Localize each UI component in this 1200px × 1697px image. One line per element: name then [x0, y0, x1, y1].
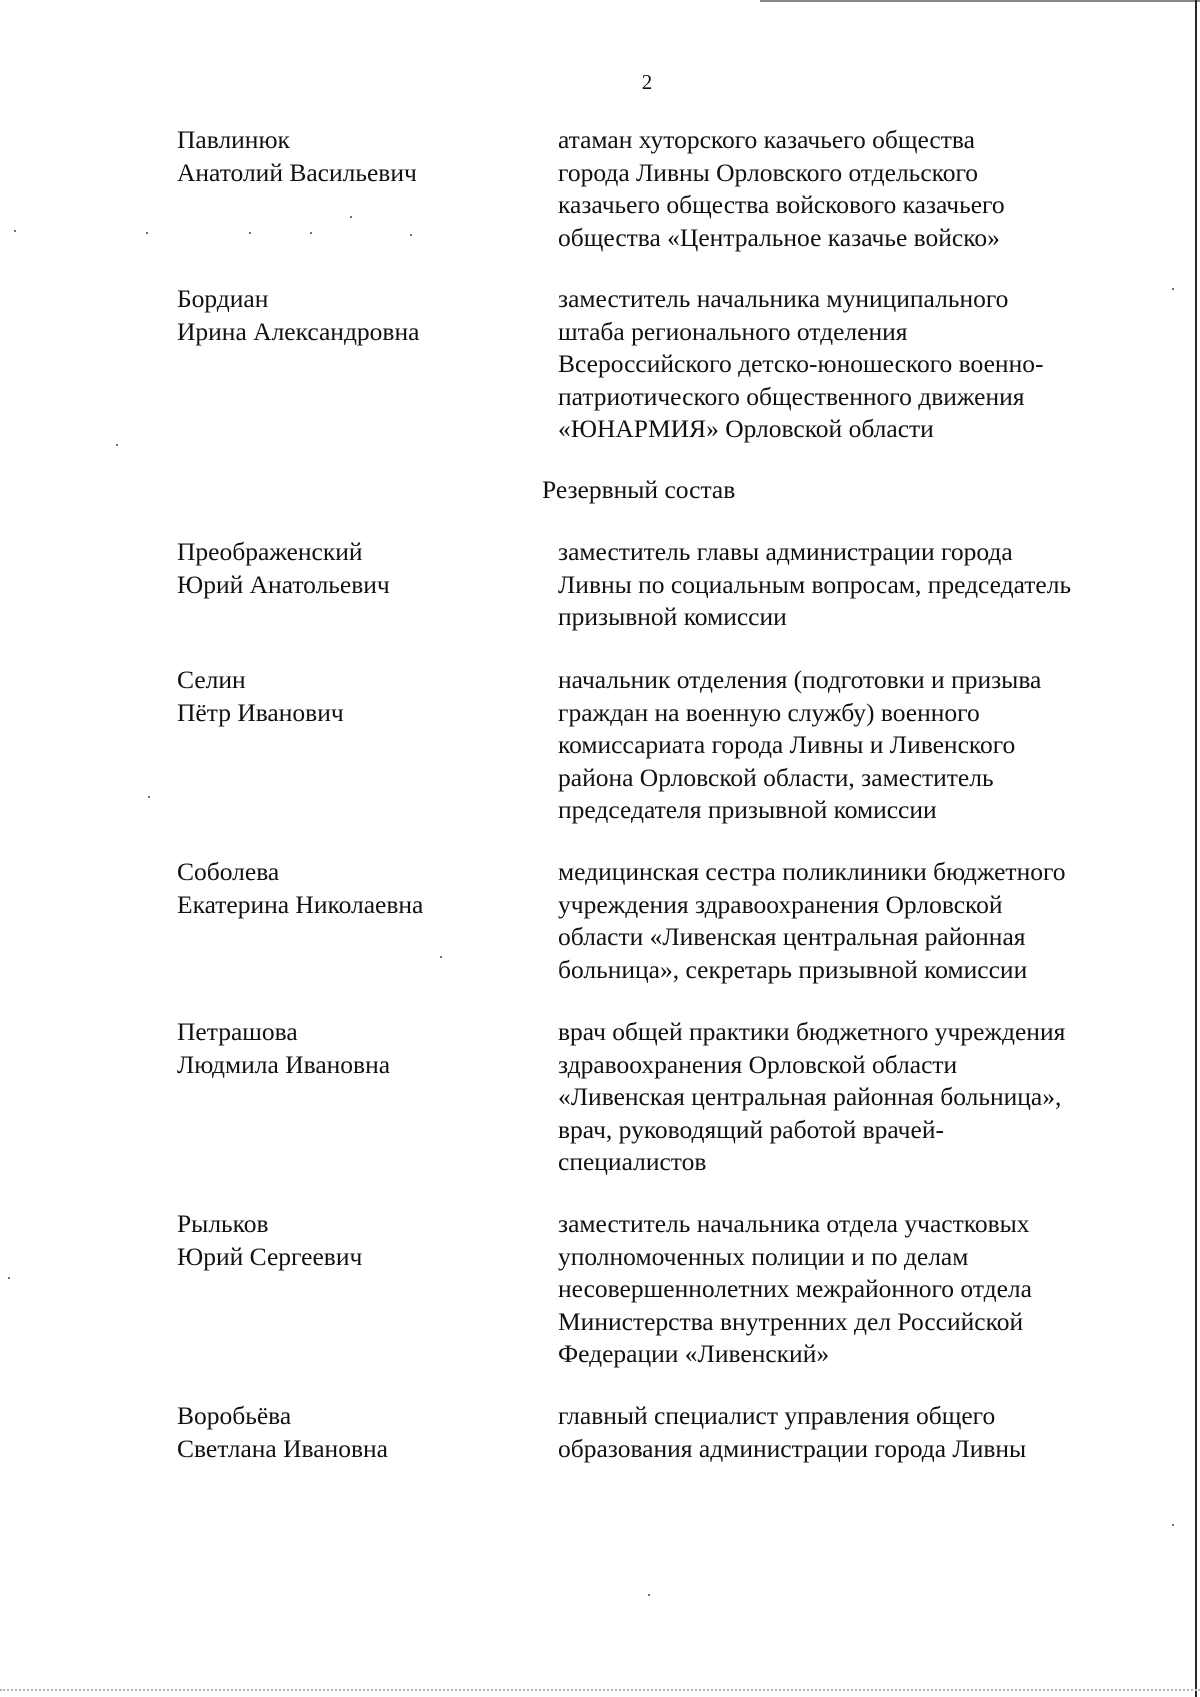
page-number: 2 [641, 70, 653, 94]
member-surname: Преображенский [177, 537, 363, 566]
role-line: образования администрации города Ливны [558, 1433, 1027, 1463]
member-role [558, 664, 1158, 827]
member-role [558, 536, 1158, 634]
role-line: Ливны по социальным вопросам, председатель [558, 569, 1072, 599]
role-line: атаман хуторского казачьего общества [558, 125, 975, 154]
member-given-names: Светлана Ивановна [177, 1433, 388, 1463]
role-line: общества «Центральное казачье войско» [558, 222, 1000, 252]
role-line: несовершеннолетних межрайонного отдела [558, 1274, 1032, 1303]
member-name [177, 283, 537, 348]
scan-speck [8, 1277, 10, 1279]
role-line: «Ливенская центральная районная больница», [558, 1082, 1062, 1111]
member-name [177, 1400, 537, 1465]
member-given-names: Юрий Анатольевич [177, 569, 390, 599]
role-line: врач общей практики бюджетного учреждения [558, 1017, 1066, 1046]
scan-speck [1172, 1524, 1174, 1526]
member-role [558, 124, 1158, 254]
role-line: больница», секретарь призывной комиссии [558, 954, 1028, 984]
scan-speck [440, 956, 442, 958]
member-surname: Рыльков [177, 1209, 269, 1238]
role-line: врач, руководящий работой врачей- [558, 1114, 944, 1144]
role-line: здравоохранения Орловской области [558, 1049, 958, 1079]
scan-speck [14, 230, 16, 232]
role-line: штаба регионального отделения [558, 316, 908, 346]
role-line: призывной комиссии [558, 602, 787, 631]
role-line: города Ливны Орловского отдельского [558, 157, 979, 187]
member-name [177, 856, 537, 921]
role-line: комиссариата города Ливны и Ливенского [558, 730, 1016, 759]
member-name [177, 124, 537, 189]
member-role [558, 856, 1158, 986]
scan-speck [648, 1594, 650, 1596]
scan-speck [310, 232, 312, 234]
role-line: председателя призывной комиссии [558, 795, 937, 824]
role-line: «ЮНАРМИЯ» Орловской области [558, 414, 934, 443]
member-given-names: Пётр Иванович [177, 697, 344, 727]
member-name [177, 1208, 537, 1273]
member-role [558, 283, 1158, 446]
role-line: учреждения здравоохранения Орловской [558, 889, 1003, 919]
role-line: Всероссийского детско-юношеского военно- [558, 349, 1044, 378]
member-name [177, 536, 537, 601]
role-line: заместитель главы администрации города [558, 537, 1013, 566]
scan-speck [249, 232, 251, 234]
member-role [558, 1208, 1158, 1371]
role-line: специалистов [558, 1147, 707, 1176]
member-surname: Селин [177, 665, 246, 694]
member-given-names: Ирина Александровна [177, 316, 420, 346]
role-line: заместитель начальника муниципального [558, 284, 1009, 313]
section-title-reserve: Резервный состав [542, 475, 736, 504]
scan-speck [1172, 288, 1174, 290]
member-name [177, 664, 537, 729]
member-surname: Воробьёва [177, 1401, 292, 1430]
role-line: граждан на военную службу) военного [558, 697, 980, 727]
scan-edge-right [1195, 0, 1197, 1697]
member-name [177, 1016, 537, 1081]
role-line: района Орловской области, заместитель [558, 762, 994, 792]
role-line: начальник отделения (подготовки и призыва [558, 665, 1042, 694]
role-line: уполномоченных полиции и по делам [558, 1241, 969, 1271]
member-given-names: Анатолий Васильевич [177, 157, 417, 187]
role-line: Министерства внутренних дел Российской [558, 1306, 1024, 1336]
member-surname: Бордиан [177, 284, 269, 313]
role-line: Федерации «Ливенский» [558, 1339, 830, 1368]
scan-speck [350, 216, 352, 218]
scan-edge-top [760, 0, 1200, 2]
member-surname: Павлинюк [177, 125, 290, 154]
member-surname: Соболева [177, 857, 280, 886]
member-given-names: Людмила Ивановна [177, 1049, 391, 1079]
role-line: казачьего общества войскового казачьего [558, 190, 1005, 219]
member-role [558, 1400, 1158, 1465]
scan-speck [148, 796, 150, 798]
role-line: области «Ливенская центральная районная [558, 922, 1026, 951]
role-line: главный специалист управления общего [558, 1401, 996, 1430]
scan-speck [116, 444, 118, 446]
member-given-names: Екатерина Николаевна [177, 889, 424, 919]
member-given-names: Юрий Сергеевич [177, 1241, 363, 1271]
role-line: медицинская сестра поликлиники бюджетного [558, 857, 1066, 886]
member-surname: Петрашова [177, 1017, 298, 1046]
scan-edge-bottom [0, 1689, 1200, 1691]
role-line: заместитель начальника отдела участковых [558, 1209, 1030, 1238]
role-line: патриотического общественного движения [558, 381, 1025, 411]
scan-speck [146, 232, 148, 234]
scan-speck [410, 234, 412, 236]
member-role [558, 1016, 1158, 1179]
